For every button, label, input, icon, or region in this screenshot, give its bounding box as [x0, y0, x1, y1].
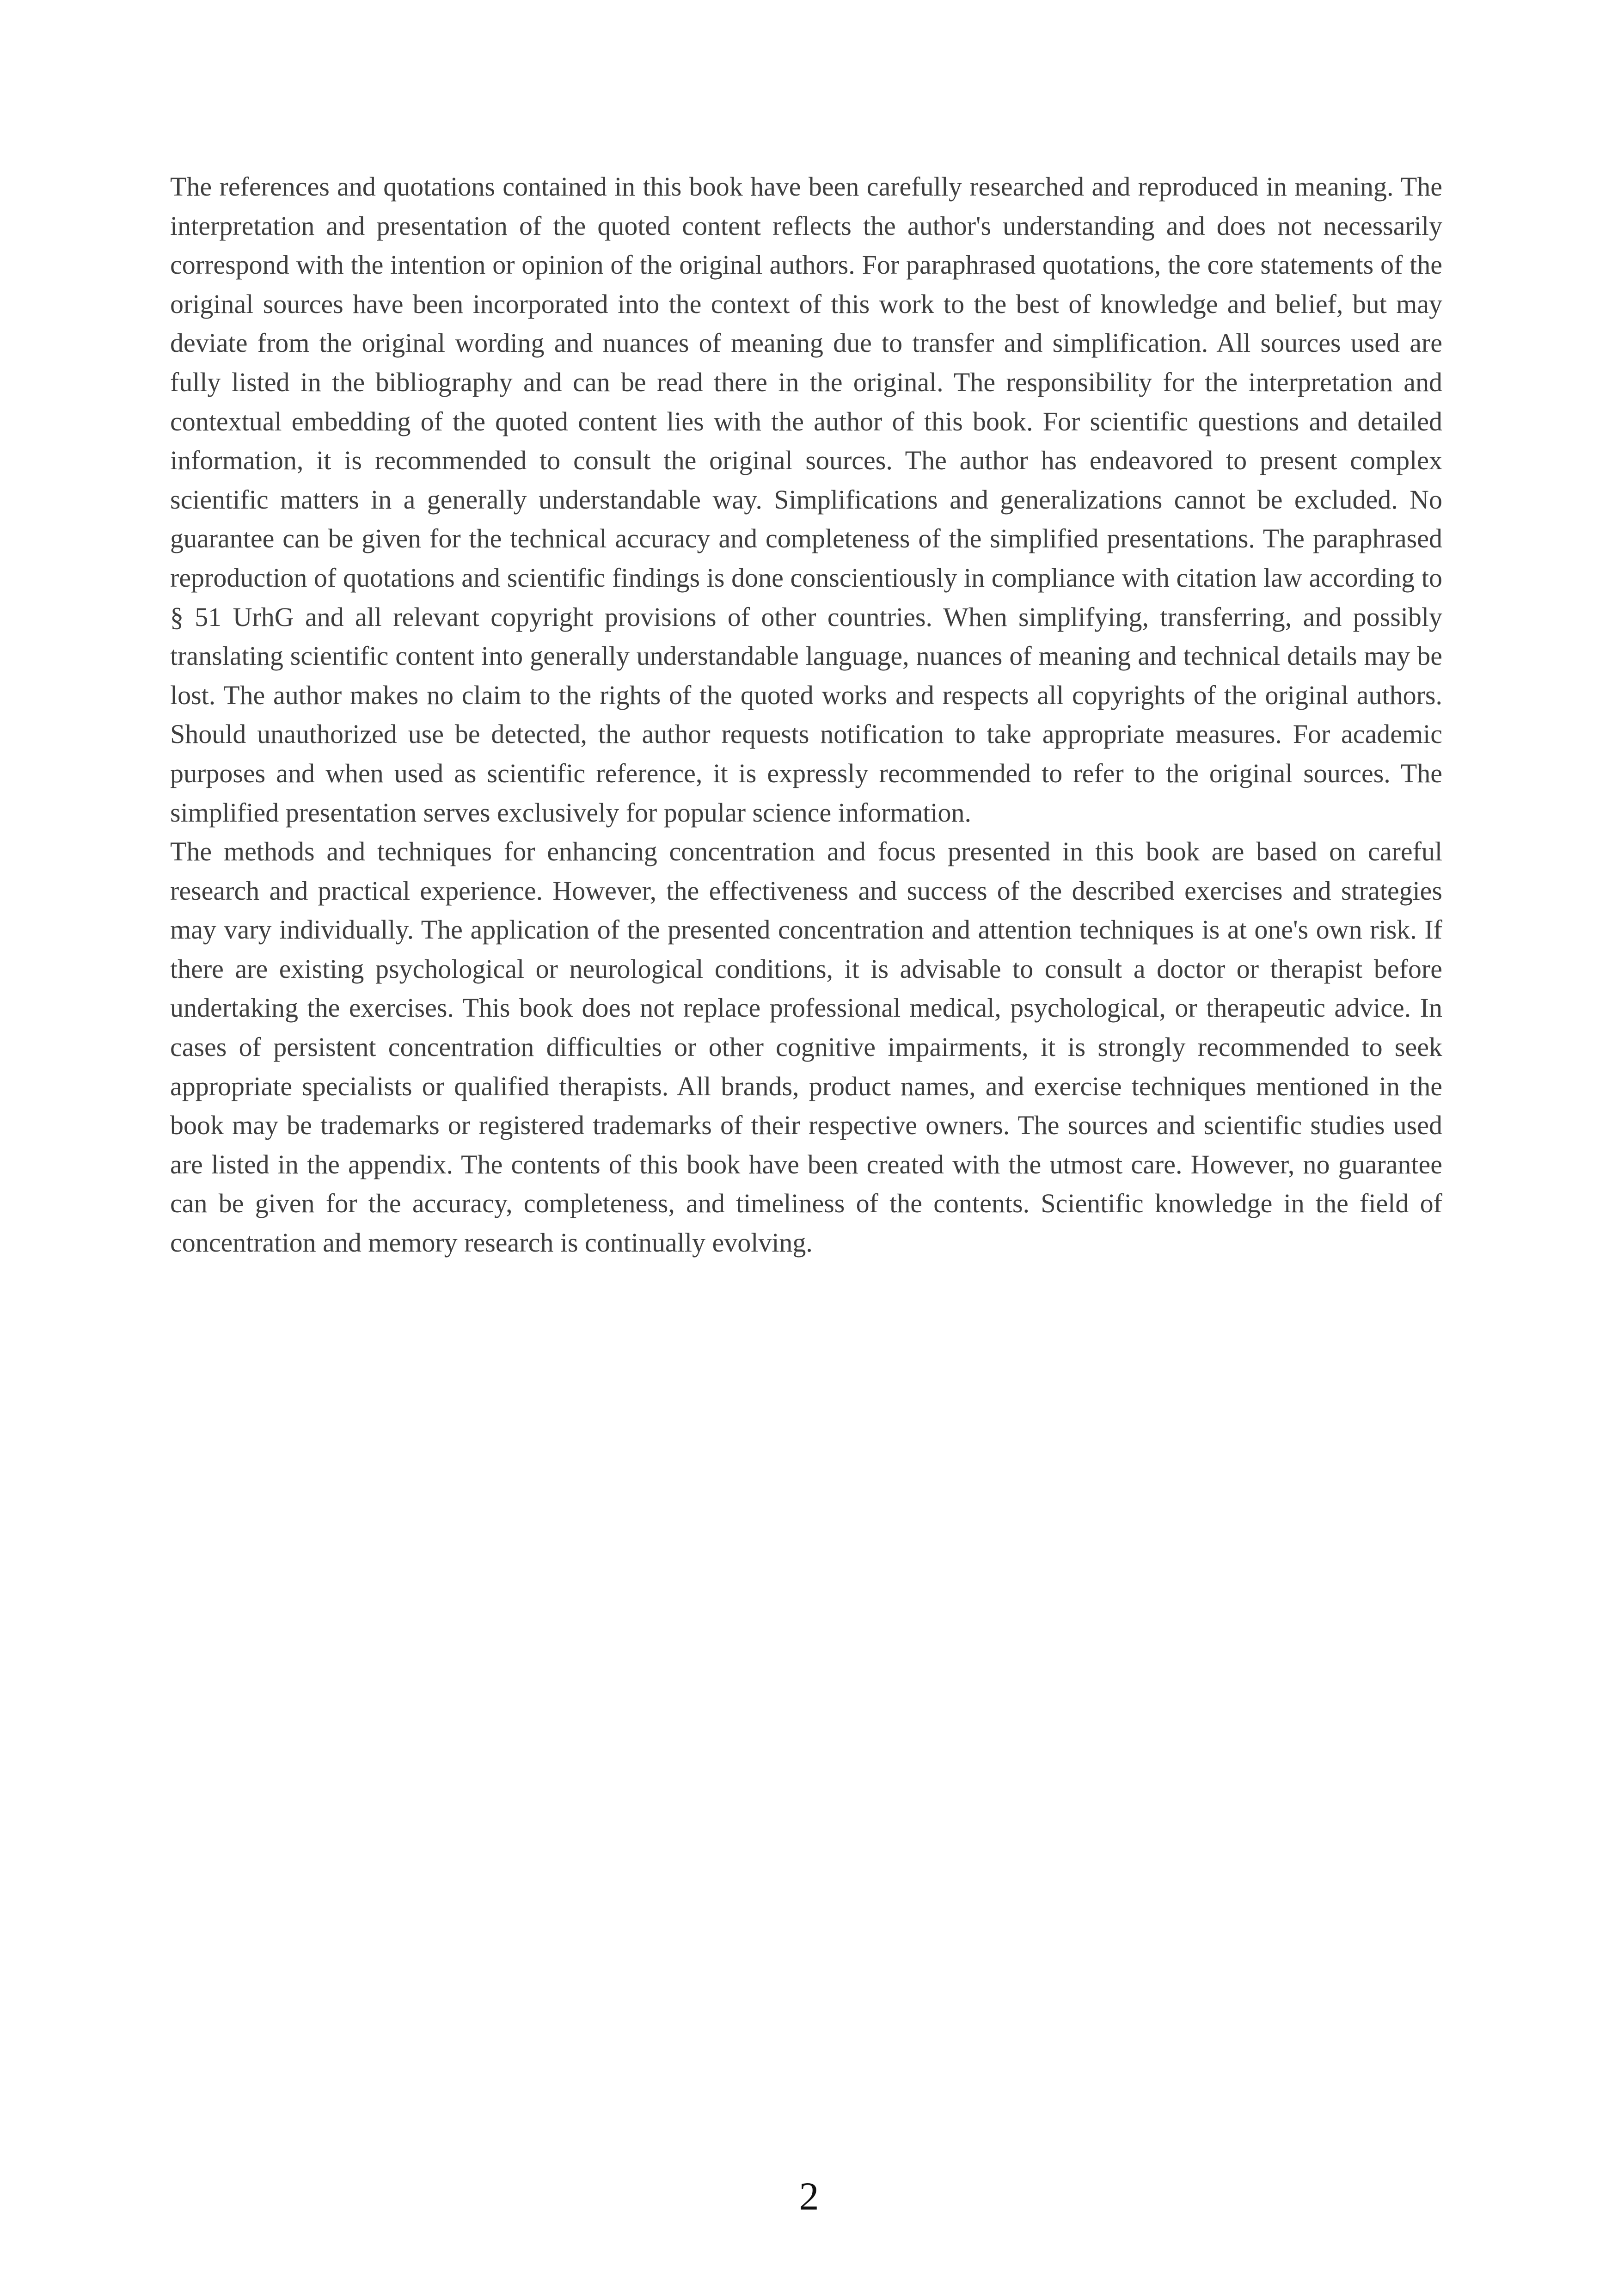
paragraph-references-disclaimer: The references and quotations contained in this book have been carefully researched and reproduced in meaning. The interpretation and presentation of the quoted content reflects the author's understanding and does not necessarily correspond with the intention or opinion of the original authors. For paraphrased quotations, the core statements of the original sources have been incorporated into the context of this work to the best of knowledge and belief, but may deviate from the original wording and nuances of meaning due to transfer and simplification. All sources used are fully listed in the bibliography and can be read there in the original. The responsibility for the interpretation and contextual embedding of the quoted content lies with the author of this book. For scientific questions and detailed information, it is recommended to consult the original sources. The author has endeavored to present complex scientific matters in a generally understandable way. Simplifications and generalizations cannot be excluded. No guarantee can be given for the technical accuracy and completeness of the simplified presentations. The paraphrased reproduction of quotations and scientific findings is done conscientiously in compliance with citation law according to § 51 UrhG and all relevant copyright provisions of other countries. When simplifying, transferring, and possibly translating scientific content into generally understandable language, nuances of meaning and technical details may be lost. The author makes no claim to the rights of the quoted works and respects all copyrights of the original authors. Should unauthorized use be detected, the author requests notification to take appropriate measures. For academic purposes and when used as scientific reference, it is expressly recommended to refer to the original sources. The simplified presentation serves exclusively for popular science information. — [170, 172, 1442, 828]
page-number: 2 — [799, 2174, 819, 2218]
paragraph-methods-disclaimer: The methods and techniques for enhancing concentration and focus presented in this book are based on careful research and practical experience. However, the effectiveness and success of the described exercises and strategies may vary individually. The application of the presented concentration and attention techniques is at one's own risk. If there are existing psychological or neurological conditions, it is advisable to consult a doctor or therapist before undertaking the exercises. This book does not replace professional medical, psychological, or therapeutic advice. In cases of persistent concentration difficulties or other cognitive impairments, it is strongly recommended to seek appropriate specialists or qualified therapists. All brands, product names, and exercise techniques mentioned in the book may be trademarks or registered trademarks of their respective owners. The sources and scientific studies used are listed in the appendix. The contents of this book have been created with the utmost care. However, no guarantee can be given for the accuracy, completeness, and timeliness of the contents. Scientific knowledge in the field of concentration and memory research is continually evolving. — [170, 836, 1442, 1258]
disclaimer-text — [170, 167, 1442, 1263]
